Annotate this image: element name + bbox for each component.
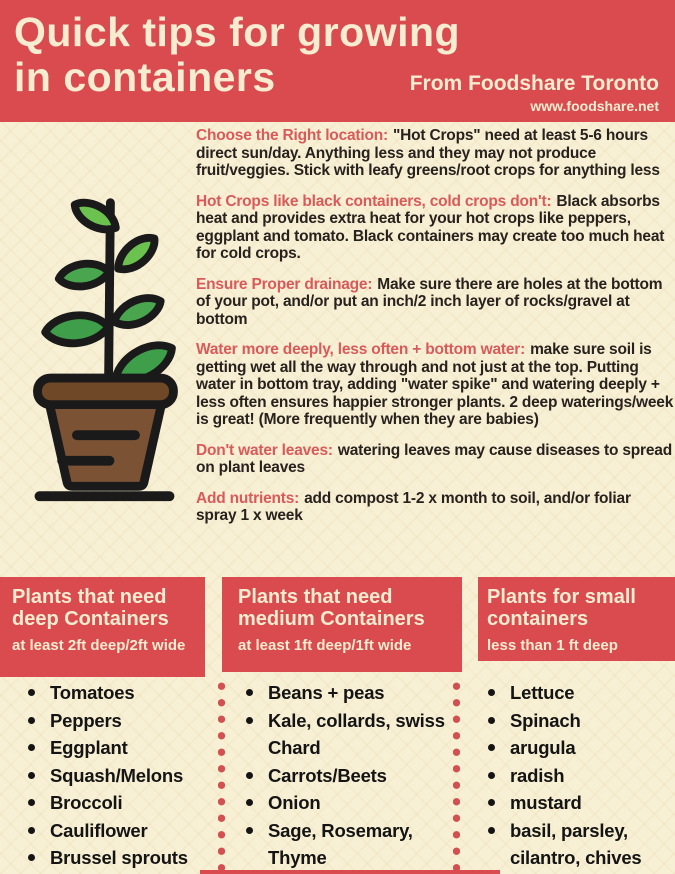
- list-item-label: Tomatoes: [50, 682, 135, 703]
- tip-watering: [196, 341, 674, 429]
- list-item: [482, 734, 672, 762]
- plant-pot: [38, 378, 174, 496]
- list-item-label: Carrots/Beets: [268, 764, 387, 786]
- list-item-label: Squash/Melons: [50, 764, 184, 786]
- list-item-label: Kale, collards, swiss Chard: [268, 709, 445, 758]
- list-item: [22, 817, 208, 845]
- bullet-icon: [28, 799, 35, 806]
- bullet-icon: [488, 689, 495, 696]
- list-item-label: Brussel sprouts: [50, 847, 188, 868]
- tip-black-containers: [196, 193, 674, 263]
- bullet-icon: [28, 827, 35, 834]
- tip-text: Make sure there are holes at the bottom of your pot, and/or put an inch/2 inch layer of rocks/gravel at bottom: [196, 275, 663, 328]
- bullet-icon: [246, 717, 253, 724]
- column-title: Plants for small containers: [487, 586, 636, 631]
- list-item: [482, 707, 672, 735]
- list-item: [482, 679, 672, 707]
- tip-text: make sure soil is getting wet all the way through and not just at the top. Putting water in bottom tray, adding "water spike" and watering deeply + less often ensures happier stronger plants. 2 deep waterings/week is great! (More frequently when they are babies): [196, 341, 674, 428]
- bullet-icon: [246, 799, 253, 806]
- list-item: [482, 817, 672, 872]
- page-title: [14, 10, 460, 100]
- column-header-medium-containers: [222, 577, 462, 672]
- tip-label: Water more deeply, less often + bottom water:: [196, 341, 526, 358]
- list-item-label: Onion: [268, 792, 321, 813]
- tip-text: watering leaves may cause diseases to spread on plant leaves: [196, 441, 672, 476]
- bullet-icon: [28, 689, 35, 696]
- bottom-accent-strip: [200, 870, 500, 874]
- header-band: [0, 0, 675, 122]
- list-item: [482, 789, 672, 817]
- list-item-label: Lettuce: [510, 682, 575, 703]
- list-item: [22, 762, 208, 790]
- byline: From Foodshare Toronto: [409, 71, 659, 95]
- tips-section: [196, 127, 674, 538]
- bullet-icon: [28, 772, 35, 779]
- column-subtitle: less than 1 ft deep: [487, 636, 618, 654]
- column-header-deep-containers: [0, 577, 205, 677]
- list-item-label: Cauliflower: [50, 819, 148, 841]
- list-item: [240, 789, 454, 817]
- potted-plant-icon: [12, 185, 197, 510]
- list-item: [22, 789, 208, 817]
- list-item-label: Eggplant: [50, 737, 128, 758]
- list-item: [482, 762, 672, 790]
- bullet-icon: [488, 827, 495, 834]
- tip-text: "Hot Crops" need at least 5-6 hours direct sun/day. Anything less and they may not produce fruit/veggies. Stick with leafy greens/root crops for anything less: [196, 127, 660, 179]
- tip-label: Hot Crops like black containers, cold crops don't:: [196, 192, 552, 210]
- list-item-label: arugula: [510, 737, 576, 758]
- list-item-label: Spinach: [510, 709, 581, 731]
- tip-leaves: [196, 442, 674, 477]
- list-item-label: Sage, Rosemary, Thyme: [268, 819, 413, 868]
- bullet-icon: [246, 772, 253, 779]
- website-url: www.foodshare.net: [530, 98, 659, 114]
- tip-label: Don't water leaves:: [196, 441, 333, 459]
- list-item: [22, 734, 208, 762]
- list-item: [240, 679, 454, 707]
- bullet-icon: [488, 799, 495, 806]
- tip-label: Add nutrients:: [196, 489, 300, 507]
- bullet-icon: [246, 827, 253, 834]
- bullet-icon: [488, 772, 495, 779]
- list-item: [22, 679, 208, 707]
- list-item: [240, 762, 454, 790]
- bullet-icon: [28, 854, 35, 861]
- tip-nutrients: [196, 490, 674, 525]
- page-title-line1: Quick tips for growing: [14, 9, 461, 55]
- page-title-line2: in containers: [14, 54, 276, 101]
- byline-block: [410, 72, 659, 114]
- tip-text: Black absorbs heat and provides extra heat for your hot crops like peppers, eggplant and tomato. Black containers may create too much heat for cold crops.: [196, 192, 665, 262]
- deep-container-plant-list: [22, 679, 208, 872]
- bullet-icon: [488, 744, 495, 751]
- tip-drainage: [196, 276, 674, 329]
- list-item-label: Beans + peas: [268, 682, 385, 703]
- list-item: [240, 817, 454, 872]
- list-item: [22, 707, 208, 735]
- column-subtitle: at least 1ft deep/1ft wide: [238, 636, 412, 654]
- column-title: Plants that need deep Containers: [12, 586, 169, 631]
- tip-label: Ensure Proper drainage:: [196, 275, 373, 293]
- column-title: Plants that need medium Containers: [238, 586, 425, 631]
- dotted-divider: [218, 678, 225, 874]
- column-subtitle: at least 2ft deep/2ft wide: [12, 636, 186, 654]
- list-item-label: radish: [510, 764, 565, 786]
- list-item-label: Peppers: [50, 709, 122, 731]
- medium-container-plant-list: [240, 679, 454, 872]
- list-item-label: mustard: [510, 792, 582, 813]
- column-header-small-containers: [478, 577, 675, 661]
- tip-label: Choose the Right location:: [196, 127, 388, 144]
- list-item-label: Broccoli: [50, 792, 123, 813]
- bullet-icon: [246, 689, 253, 696]
- small-container-plant-list: [482, 679, 672, 872]
- bullet-icon: [28, 717, 35, 724]
- list-item: [240, 707, 454, 762]
- tip-text: add compost 1-2 x month to soil, and/or foliar spray 1 x week: [196, 489, 631, 524]
- list-item: [22, 844, 208, 872]
- bullet-icon: [28, 744, 35, 751]
- bullet-icon: [488, 717, 495, 724]
- potted-plant-svg: [12, 185, 197, 510]
- tip-location: [196, 127, 674, 180]
- dotted-divider: [453, 678, 460, 874]
- list-item-label: basil, parsley, cilantro, chives: [510, 819, 642, 868]
